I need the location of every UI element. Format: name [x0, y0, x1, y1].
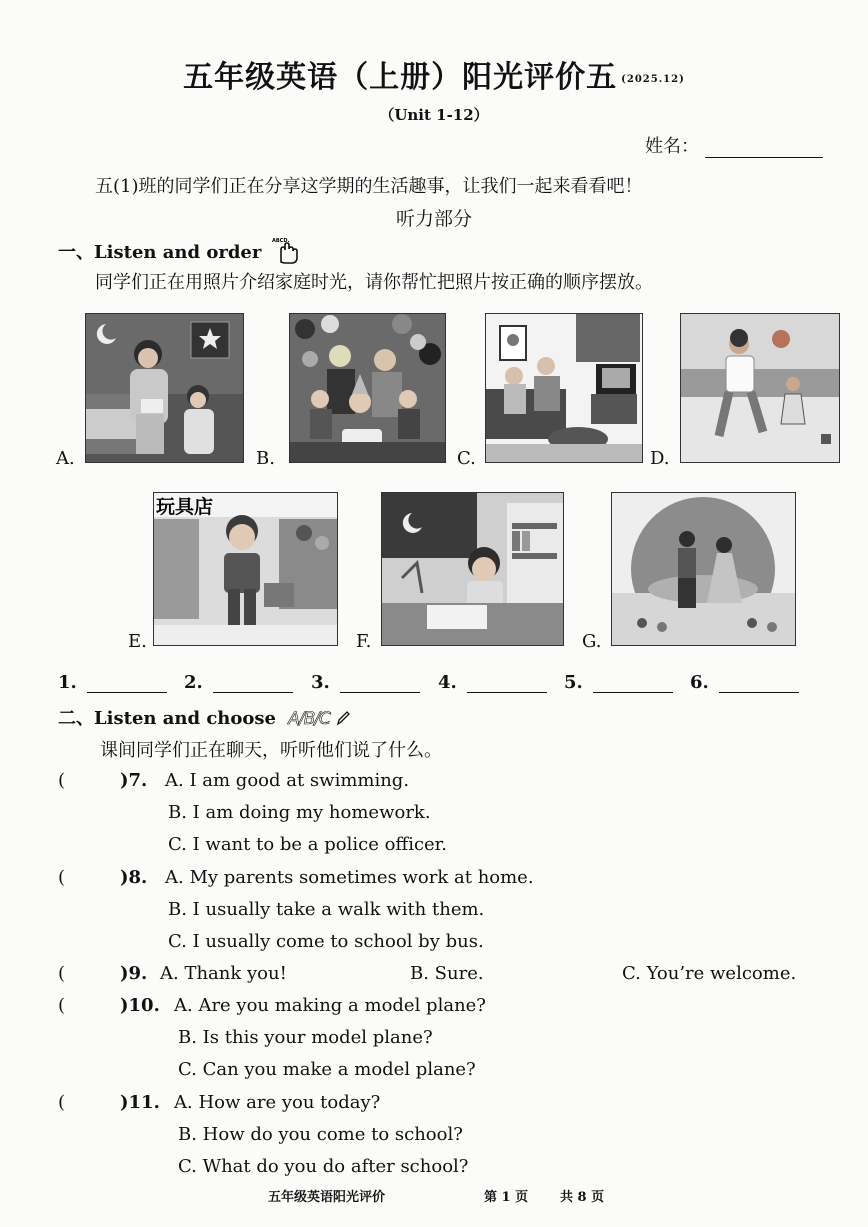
- name-label: 姓名：: [645, 136, 699, 157]
- question-11-option-c: C. What do you do after school?: [178, 1156, 469, 1177]
- question-9-option-c: C. You’re welcome.: [622, 963, 797, 984]
- intro-text: 五(1)班的同学们正在分享这学期的生活趣事，让我们一起来看看吧！: [95, 176, 643, 197]
- picture-c-label: C.: [457, 448, 476, 469]
- picture-a-label: A.: [56, 448, 75, 469]
- picture-e-label: E.: [128, 631, 147, 652]
- question-10-option-b: B. Is this your model plane?: [178, 1027, 433, 1048]
- question-7-paren[interactable]: (: [58, 770, 66, 791]
- question-7-option-a: A. I am good at swimming.: [165, 770, 410, 791]
- question-11-option-b: B. How do you come to school?: [178, 1124, 463, 1145]
- listening-section-title: 听力部分: [395, 208, 472, 230]
- question-7-option-c: C. I want to be a police officer.: [168, 834, 448, 855]
- question-8-option-c: C. I usually come to school by bus.: [168, 931, 484, 952]
- exam-date: (2025.12): [621, 73, 685, 85]
- name-blank[interactable]: [705, 139, 823, 158]
- toy-store-sign: 玩具店: [156, 496, 214, 518]
- picture-f-label: F.: [356, 631, 372, 652]
- order-number: 1.: [58, 672, 77, 693]
- pointing-hand-icon: [272, 236, 300, 264]
- part1-heading: [58, 236, 300, 264]
- question-10-option-c: C. Can you make a model plane?: [178, 1059, 476, 1080]
- icon-abcd-text: ABCD.: [271, 238, 290, 244]
- question-8-option-a: A. My parents sometimes work at home.: [165, 867, 534, 888]
- question-11-option-a: A. How are you today?: [174, 1092, 381, 1113]
- order-number: 3.: [311, 672, 330, 693]
- couple-dancing-in-park-picture: [611, 492, 796, 646]
- question-9-number: )9.: [120, 963, 148, 984]
- part1-heading-text: 一、Listen and order: [58, 242, 262, 263]
- part2-heading: [58, 704, 350, 730]
- question-9-option-a: A. Thank you!: [160, 963, 287, 984]
- footer-total-pages: 共 8 页: [560, 1190, 605, 1205]
- pencil-icon: [336, 710, 350, 726]
- picture-g-label: G.: [582, 631, 602, 652]
- order-blank-2[interactable]: [184, 672, 293, 693]
- question-8-number: )8.: [120, 867, 148, 888]
- title-text: 五年级英语（上册）阳光评价五: [183, 60, 618, 95]
- boy-at-toy-store-picture: [153, 492, 338, 646]
- order-blank-6[interactable]: [690, 672, 799, 693]
- boy-doing-homework-picture: [381, 492, 564, 646]
- picture-b-label: B.: [256, 448, 275, 469]
- part2-instruction: 课间同学们正在聊天，听听他们说了什么。: [100, 740, 442, 761]
- question-8-option-b: B. I usually take a walk with them.: [168, 899, 485, 920]
- order-blank-1[interactable]: [58, 672, 167, 693]
- order-number: 5.: [564, 672, 583, 693]
- question-11-paren[interactable]: (: [58, 1092, 66, 1113]
- order-number: 6.: [690, 672, 709, 693]
- footer-exam-name: 五年级英语阳光评价: [268, 1190, 386, 1205]
- family-watching-tv-picture: [485, 313, 643, 463]
- question-9-paren[interactable]: (: [58, 963, 66, 984]
- page-title: [0, 52, 868, 96]
- question-10-number: )10.: [120, 995, 160, 1016]
- unit-range: （Unit 1-12）: [379, 106, 489, 124]
- order-number: 2.: [184, 672, 203, 693]
- part1-instruction: 同学们正在用照片介绍家庭时光，请你帮忙把照片按正确的顺序摆放。: [95, 272, 653, 293]
- abc-icon: A/B/C: [288, 709, 330, 729]
- question-7-number: )7.: [120, 770, 148, 791]
- question-10-option-a: A. Are you making a model plane?: [174, 995, 486, 1016]
- picture-d-label: D.: [650, 448, 670, 469]
- question-9-option-b: B. Sure.: [410, 963, 484, 984]
- question-8-paren[interactable]: (: [58, 867, 66, 888]
- question-7-option-b: B. I am doing my homework.: [168, 802, 431, 823]
- order-number: 4.: [438, 672, 457, 693]
- mother-reading-bedtime-story-picture: [85, 313, 244, 463]
- order-blank-4[interactable]: [438, 672, 547, 693]
- name-field[interactable]: [645, 132, 823, 158]
- order-blank-5[interactable]: [564, 672, 673, 693]
- question-11-number: )11.: [120, 1092, 160, 1113]
- footer-page-number: 第 1 页: [484, 1190, 529, 1205]
- family-birthday-party-picture: [289, 313, 446, 463]
- question-10-paren[interactable]: (: [58, 995, 66, 1016]
- order-blank-3[interactable]: [311, 672, 420, 693]
- part2-heading-text: 二、Listen and choose: [58, 708, 276, 729]
- father-daughter-beach-picture: [680, 313, 840, 463]
